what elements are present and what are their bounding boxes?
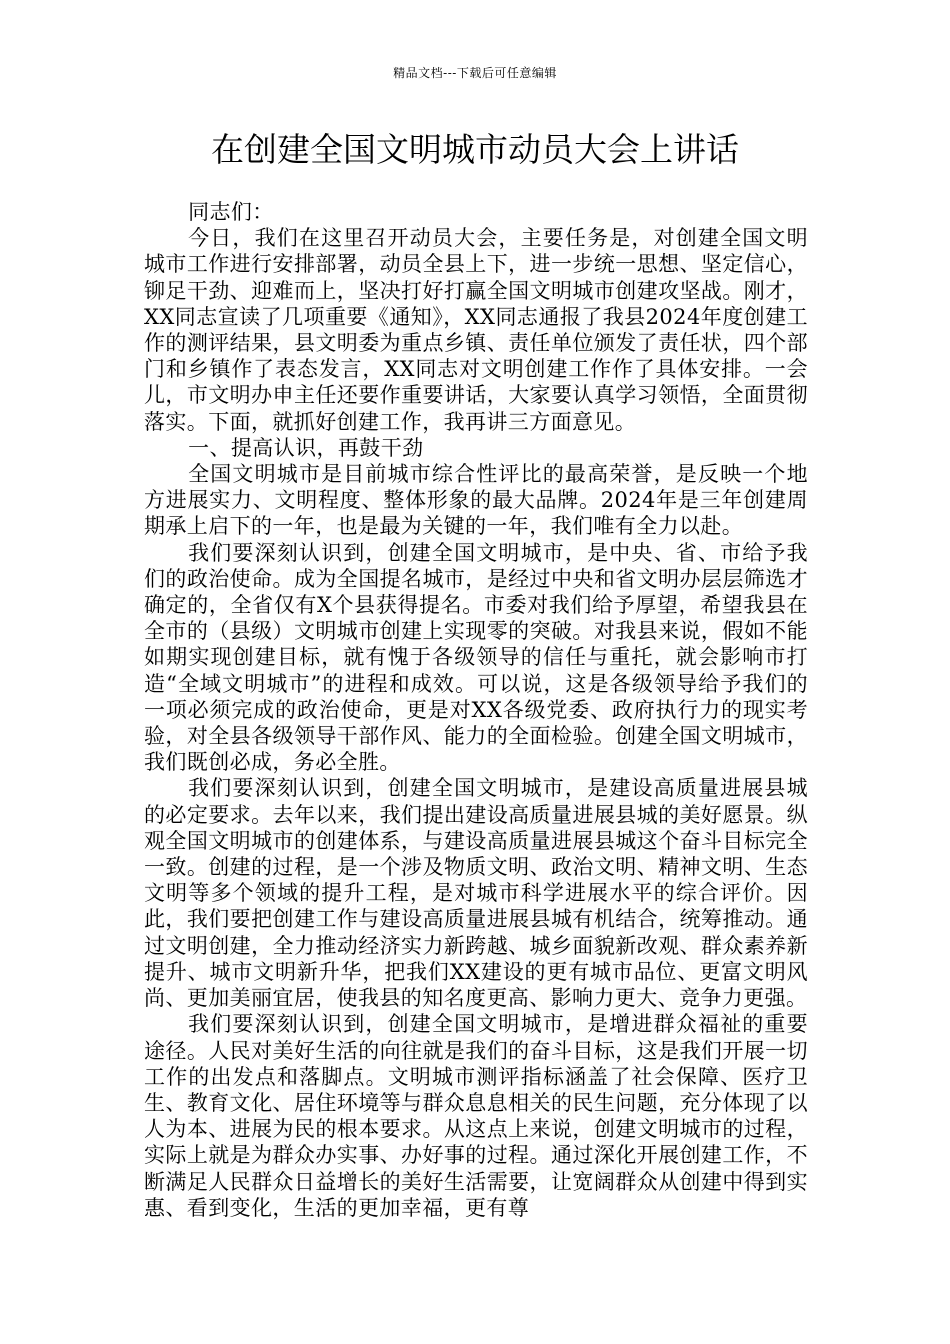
greeting: 同志们： [188, 200, 274, 224]
section-heading: 一、提高认识，再鼓干劲 [188, 435, 424, 460]
document-title: 在创建全国文明城市动员大会上讲话 [211, 130, 739, 169]
paragraph: 我们要深刻认识到，创建全国文明城市，是建设高质量进展县城的必定要求。去年以来，我们提出建设高质量进展县城的美好愿景。纵观全国文明城市的创建体系，与建设高质量进展县城这个奋斗目标完全一致。创建的过程，是一个涉及物质文明、政治文明、精神文明、生态文明等多个领域的提升工程，是对城市科学进展水平的综合评价。因此，我们要把创建工作与建设高质量进展县城有机结合，统筹推动。通过文明创建，全力推动经济实力新跨越、城乡面貌新改观、群众素养新提升、城市文明新升华，把我们XX建设的更有城市品位、更富文明风尚、更加美丽宜居，使我县的知名度更高、影响力更大、竞争力更强。 [144, 776, 808, 1011]
paragraph: 我们要深刻认识到，创建全国文明城市，是增进群众福祉的重要途径。人民对美好生活的向往就是我们的奋斗目标，这是我们开展一切工作的出发点和落脚点。文明城市测评指标涵盖了社会保障、医疗卫生、教育文化、居住环境等与群众息息相关的民生问题，充分体现了以人为本、进展为民的根本要求。从这点上来说，创建文明城市的过程，实际上就是为群众办实事、办好事的过程。通过深化开展创建工作，不断满足人民群众日益增长的美好生活需要，让宽阔群众从创建中得到实惠、看到变化，生活的更加幸福，更有尊 [144, 1012, 808, 1220]
paragraph: 我们要深刻认识到，创建全国文明城市，是中央、省、市给予我们的政治使命。成为全国提名城市，是经过中央和省文明办层层筛选才确定的，全省仅有X个县获得提名。市委对我们给予厚望，希望我县在全市的（县级）文明城市创建上实现零的突破。对我县来说，假如不能如期实现创建目标，就有愧于各级领导的信任与重托，就会影响市打造“全域文明城市”的进程和成效。可以说，这是各级领导给予我们的一项必须完成的政治使命，更是对XX各级党委、政府执行力的现实考验，对全县各级领导干部作风、能力的全面检验。创建全国文明城市，我们既创必成，务必全胜。 [144, 540, 808, 775]
page-header: 精品文档---下载后可任意编辑 [393, 66, 557, 80]
document-body [144, 199, 808, 1221]
paragraph: 全国文明城市是目前城市综合性评比的最高荣誉，是反映一个地方进展实力、文明程度、整体形象的最大品牌。2024年是三年创建周期承上启下的一年，也是最为关键的一年，我们唯有全力以赴。 [144, 462, 808, 539]
paragraph-intro: 今日，我们在这里召开动员大会，主要任务是，对创建全国文明城市工作进行安排部署，动员全县上下，进一步统一思想、坚定信心，铆足干劲、迎难而上，坚决打好打赢全国文明城市创建攻坚战。刚才，XX同志宣读了几项重要《通知》，XX同志通报了我县2024年度创建工作的测评结果，县文明委为重点乡镇、责任单位颁发了责任状，四个部门和乡镇作了表态发言，XX同志对文明创建工作作了具体安排。一会儿，市文明办申主任还要作重要讲话，大家要认真学习领悟，全面贯彻落实。下面，就抓好创建工作，我再讲三方面意见。 [144, 226, 808, 434]
